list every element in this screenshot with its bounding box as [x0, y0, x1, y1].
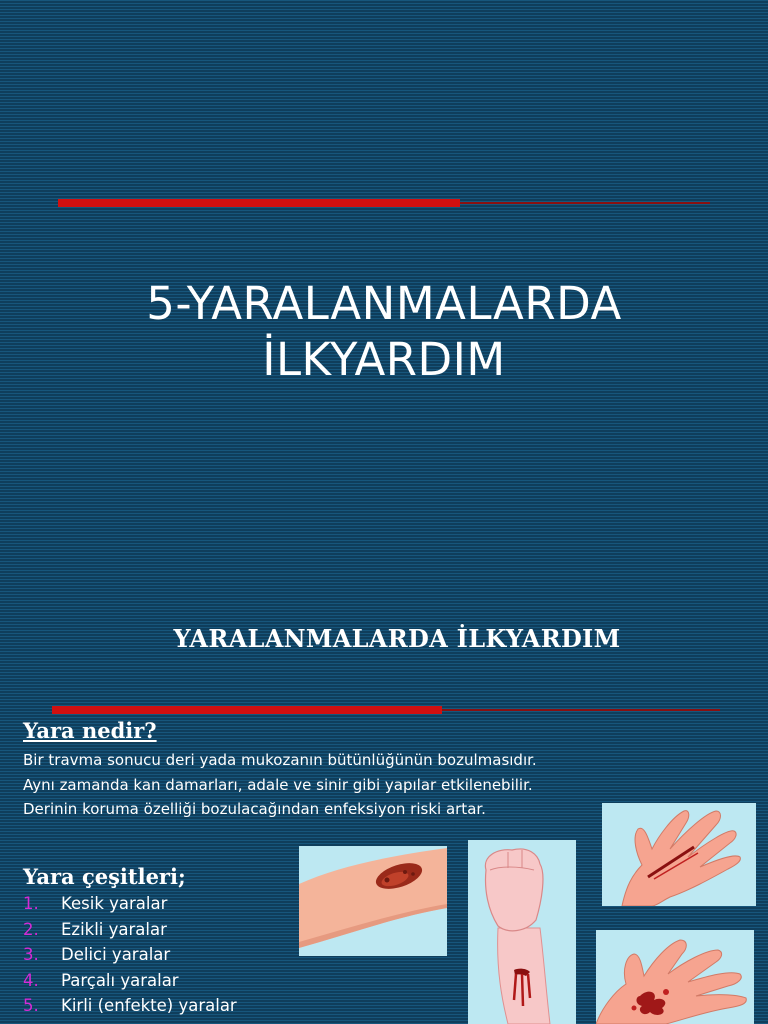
- list-item: [23, 894, 237, 920]
- top-divider-rule: [58, 202, 710, 204]
- list-item-label: Kirli (enfekte) yaralar: [61, 996, 237, 1016]
- slide-title-line-2: İLKYARDIM: [262, 333, 506, 386]
- section-subtitle: YARALANMALARDA İLKYARDIM: [173, 624, 621, 653]
- middle-divider-rule: [52, 709, 720, 711]
- list-item: [23, 945, 237, 971]
- hand-cut-wound-image: [602, 803, 756, 906]
- slide-title-line-1: 5-YARALANMALARDA: [146, 277, 622, 330]
- list-item-number: 3.: [23, 945, 39, 965]
- hand-torn-wound-image: [596, 930, 754, 1024]
- list-item-label: Delici yaralar: [61, 945, 171, 965]
- list-item: [23, 920, 237, 946]
- list-item-label: Parçalı yaralar: [61, 970, 179, 990]
- list-item-number: 5.: [23, 996, 39, 1016]
- list-item-number: 2.: [23, 919, 39, 939]
- slide-title: [0, 276, 768, 388]
- list-item: [23, 996, 237, 1022]
- forearm-abrasion-image: [299, 846, 447, 956]
- definition-line-3: Derinin koruma özelliği bozulacağından enfeksiyon riski artar.: [23, 800, 486, 818]
- definition-line-1: Bir travma sonucu deri yada mukozanın bütünlüğünün bozulmasıdır.: [23, 751, 537, 769]
- definition-heading: Yara nedir?: [23, 718, 157, 743]
- list-item: [23, 971, 237, 997]
- wound-types-heading: Yara çeşitleri;: [23, 864, 186, 889]
- wound-types-list: [23, 894, 237, 1022]
- definition-line-2: Aynı zamanda kan damarları, adale ve sinir gibi yapılar etkilenebilir.: [23, 776, 533, 794]
- list-item-label: Kesik yaralar: [61, 894, 168, 913]
- list-item-number: 4.: [23, 970, 39, 990]
- arm-stab-wound-image: [468, 840, 576, 1024]
- list-item-number: 1.: [23, 894, 39, 913]
- list-item-label: Ezikli yaralar: [61, 919, 167, 939]
